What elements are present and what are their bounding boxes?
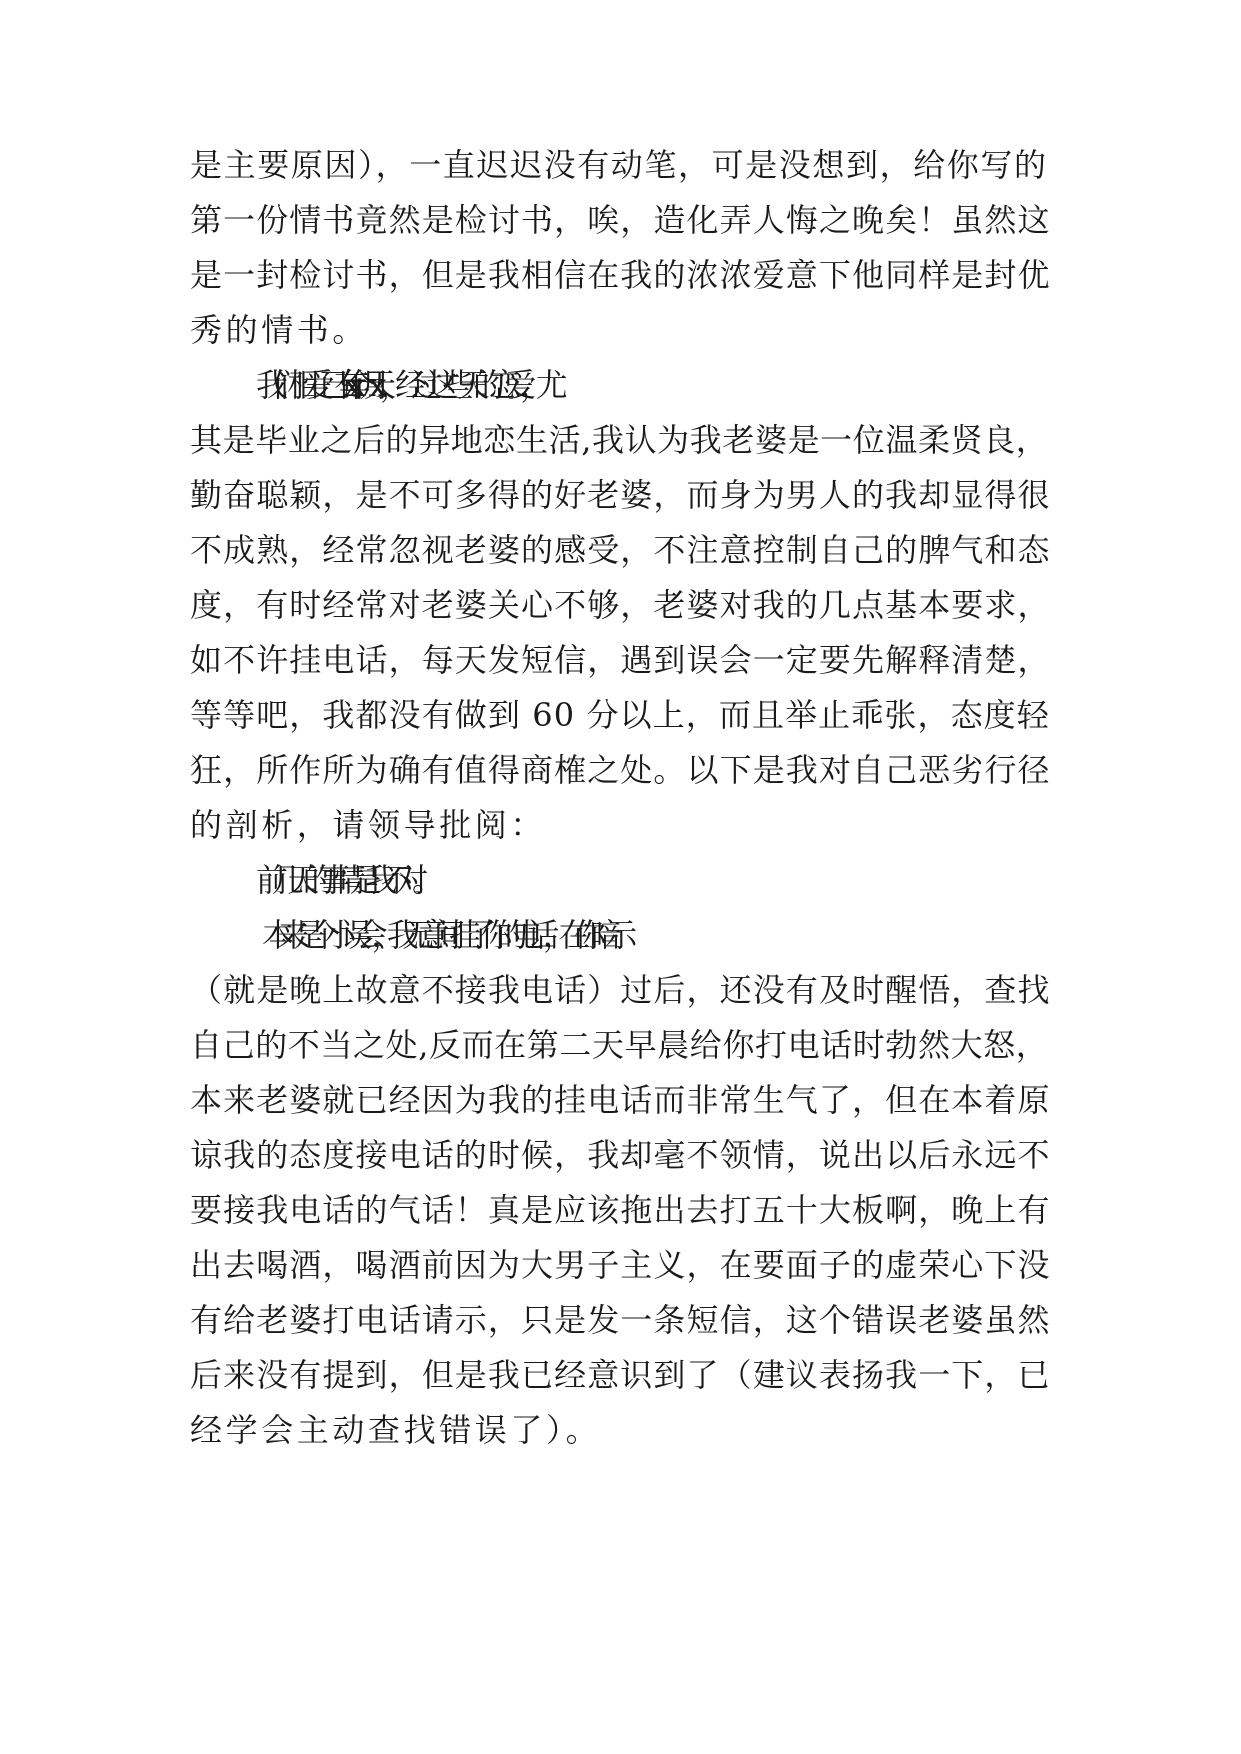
paragraph-first-line: 我们相爱已有 x 年 x 个月 x 天，经过这些天的恋爱，尤 (256, 366, 552, 404)
text-line: 等等吧，我都没有做到 60 分以上，而且举止乖张，态度轻 (190, 696, 1050, 734)
text-line: 自己的不当之处,反而在第二天早晨给你打电话时勃然大怒， (190, 1026, 1049, 1064)
text-line: （就是晚上故意不接我电话）过后，还没有及时醒悟，查找 (190, 971, 1051, 1009)
text-line: 本来老婆就已经因为我的挂电话而非常生气了，但在本着原 (190, 1081, 1051, 1119)
text-line: 度，有时经常对老婆关心不够，老婆对我的几点基本要求， (190, 586, 1051, 624)
text-line: 后来没有提到，但是我已经意识到了（建议表扬我一下，已 (190, 1356, 1051, 1394)
text-line: 是主要原因），一直迟迟没有动笔，可是没想到，给你写的 (190, 146, 1048, 184)
text-line: 秀的情书。 (190, 311, 369, 349)
text-line: 经学会主动查找错误了）。 (190, 1411, 602, 1449)
paragraph-first-line: 本来是个小误会，我无意间挂了你的电话，在你暗示 (262, 916, 621, 954)
text-line: 是一封检讨书，但是我相信在我的浓浓爱意下他同样是封优 (190, 256, 1051, 294)
text-line: 其是毕业之后的异地恋生活,我认为我老婆是一位温柔贤良， (190, 421, 1049, 459)
paragraph-first-line: 前几天的事情是我不对。 (256, 861, 428, 899)
text-line: 如不许挂电话，每天发短信，遇到误会一定要先解释清楚， (190, 641, 1051, 679)
text-line: 要接我电话的气话！真是应该拖出去打五十大板啊，晚上有 (190, 1191, 1051, 1229)
text-line: 勤奋聪颖，是不可多得的好老婆，而身为男人的我却显得很 (190, 476, 1051, 514)
text-line: 谅我的态度接电话的时候，我却毫不领情，说出以后永远不 (190, 1136, 1051, 1174)
text-line: 第一份情书竟然是检讨书，唉，造化弄人悔之晚矣！虽然这 (190, 201, 1051, 239)
text-line: 的剖析，请领导批阅： (190, 806, 547, 844)
text-line: 狂，所作所为确有值得商榷之处。以下是我对自己恶劣行径 (190, 751, 1051, 789)
text-line: 不成熟，经常忽视老婆的感受，不注意控制自己的脾气和态 (190, 531, 1051, 569)
text-line: 出去喝酒，喝酒前因为大男子主义，在要面子的虚荣心下没 (190, 1246, 1051, 1284)
text-line: 有给老婆打电话请示，只是发一条短信，这个错误老婆虽然 (190, 1301, 1051, 1339)
